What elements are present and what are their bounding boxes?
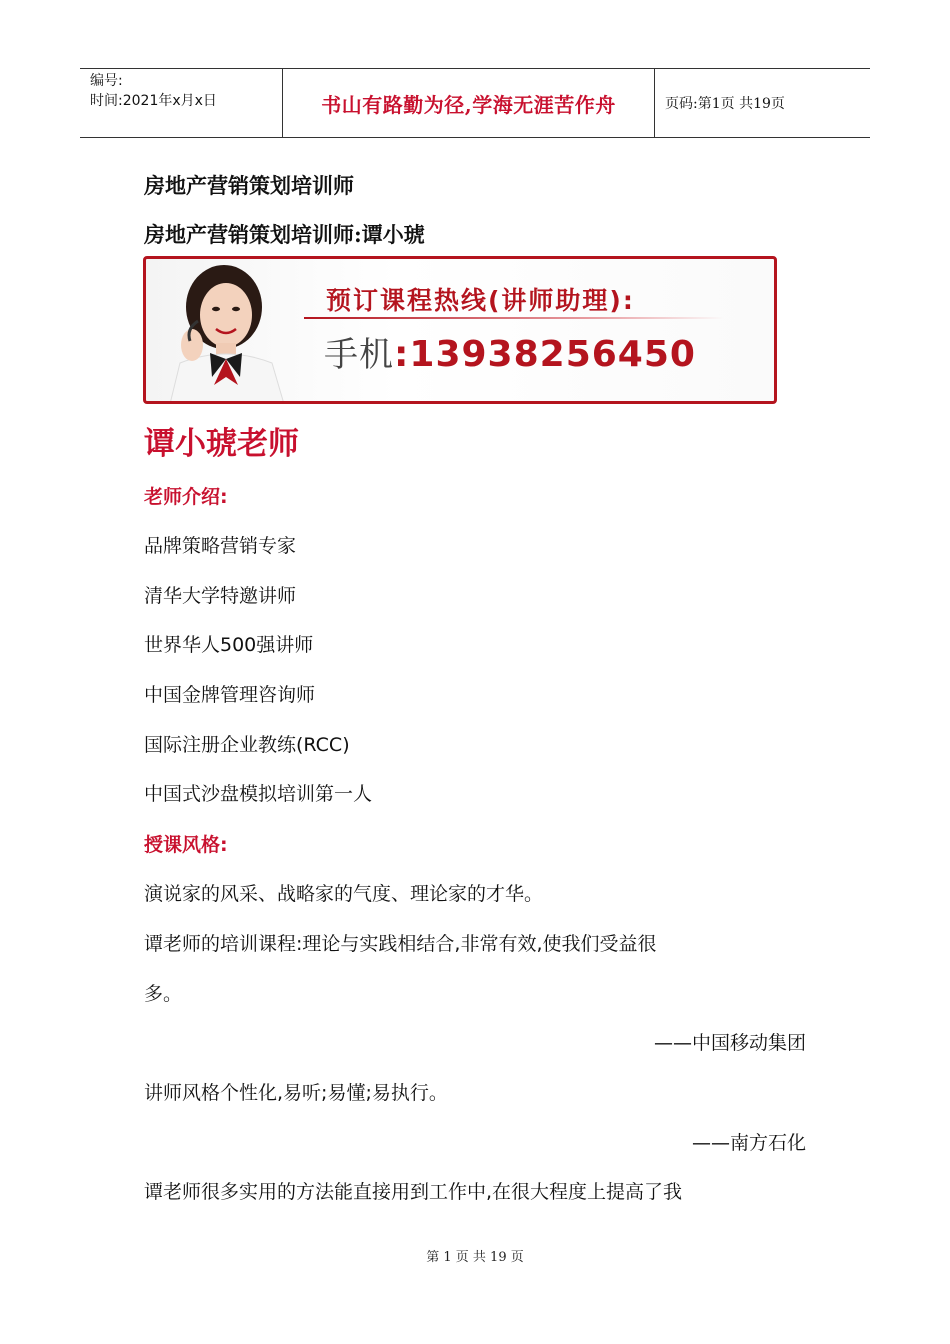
- intro-item: 品牌策略营销专家: [144, 535, 297, 557]
- testimonial-text: 谭老师很多实用的方法能直接用到工作中,在很大程度上提高了我: [144, 1181, 683, 1203]
- testimonial-source: ——南方石化: [691, 1132, 806, 1154]
- intro-item: 世界华人500强讲师: [144, 634, 314, 656]
- hotline-banner: [143, 256, 777, 404]
- document-subtitle: 房地产营销策划培训师:谭小琥: [144, 222, 425, 247]
- testimonial-source: ——中国移动集团: [653, 1032, 806, 1054]
- document-title: 房地产营销策划培训师: [144, 173, 354, 198]
- phone-label: 手机: [324, 335, 394, 375]
- phone-number: :13938256450: [394, 334, 696, 375]
- testimonial-text: 讲师风格个性化,易听;易懂;易执行。: [144, 1082, 448, 1104]
- header-motto-cell: [283, 69, 655, 137]
- banner-divider: [304, 317, 724, 319]
- page-header: [80, 68, 870, 138]
- style-text: 演说家的风采、战略家的气度、理论家的才华。: [144, 883, 544, 905]
- teacher-name: 谭小琥老师: [144, 426, 299, 462]
- header-motto: 书山有路勤为径,学海无涯苦作舟: [321, 92, 616, 117]
- testimonial-text: 谭老师的培训课程:理论与实践相结合,非常有效,使我们受益很: [144, 933, 657, 955]
- header-left-cell: [80, 69, 283, 137]
- style-heading: 授课风格:: [144, 834, 228, 856]
- testimonial-text-cont: 多。: [144, 983, 183, 1005]
- header-page-info: 页码:第1页 共19页: [665, 96, 785, 112]
- header-number-label: 编号:: [90, 73, 123, 89]
- header-time-label: 时间:2021年x月x日: [90, 93, 217, 109]
- customer-service-person-image: [152, 259, 302, 404]
- intro-item: 中国式沙盘模拟培训第一人: [144, 783, 373, 805]
- hotline-text: 预订课程热线(讲师助理):: [326, 286, 635, 315]
- intro-heading: 老师介绍:: [144, 486, 228, 508]
- intro-item: 国际注册企业教练(RCC): [144, 734, 350, 756]
- intro-item: 中国金牌管理咨询师: [144, 684, 316, 706]
- page-footer: 第 1 页 共 19 页: [426, 1250, 524, 1265]
- intro-item: 清华大学特邀讲师: [144, 585, 297, 607]
- phone-line: [324, 327, 696, 376]
